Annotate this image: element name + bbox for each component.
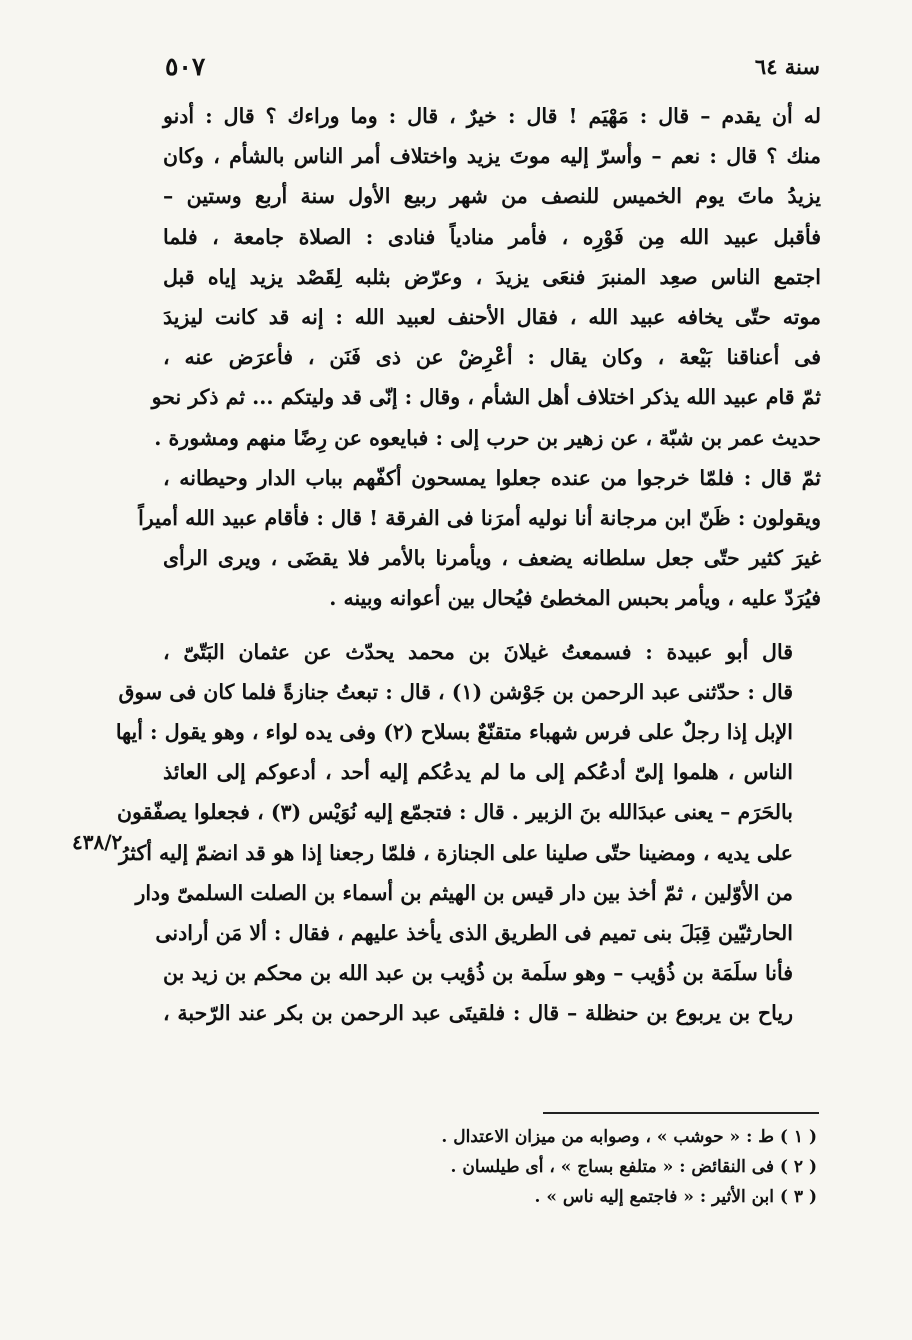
footnote-3: ( ٣ ) ابن الأثير : « فاجتمع إليه ناس » . xyxy=(534,1187,817,1207)
text-line: ويقولون : ظَنّ ابن مرجانة أنا نوليه أمرَنا فى الفرقة ! قال : فأقام عبيد الله أميراً xyxy=(138,506,821,531)
text-line: الناس ، هلموا إلىّ أدعُكم إلى ما لم يدعُكم إليه أحد ، أدعوكم إلى العائذ xyxy=(163,760,793,785)
text-line: على يديه ، ومضينا حتّى صلينا على الجنازة ، فلمّا رجعنا إذا هو قد انضمّ إليه أكثرُ xyxy=(118,840,793,865)
page-number: ٥٠٧ xyxy=(165,52,206,81)
text-line: فأنا سلَمَة بن ذُؤيب – وهو سلَمة بن ذُؤيب بن عبد الله بن محكم بن زيد بن xyxy=(163,961,793,986)
text-line: من الأوّلين ، ثمّ أخذ بين دار قيس بن الهيثم بن أسماء بن الصلت السلمىّ ودار xyxy=(135,880,793,905)
text-line: له أن يقدم – قال : مَهْيَم ! قال : خيرٌ ، قال : وما وراءك ؟ قال : أدنو xyxy=(163,104,821,128)
text-line: بالحَرَم – يعنى عبدَالله بنَ الزبير . قال : فتجمّع إليه نُوَيْس (٣) ، فجعلوا يصفّقون xyxy=(116,800,793,825)
text-line: الحارثيّين قِبَلَ بنى تميم فى الطريق الذى يأخذ عليهم ، فقال : ألا مَن أرادنى xyxy=(155,921,793,946)
text-line: ثمّ قال : فلمّا خرجوا من عنده جعلوا يمسحون أكفّهم بباب الدار وحيطانه ، xyxy=(163,465,821,490)
footnote-divider xyxy=(543,1112,819,1114)
text-line: منك ؟ قال : نعم – وأسرّ إليه موتَ يزيد واختلاف أمر الناس بالشأم ، وكان xyxy=(163,144,821,169)
text-line: فى أعناقنا بَيْعة ، وكان يقال : أعْرِضْ عن ذى فَنَن ، فأعرَض عنه ، xyxy=(163,345,821,370)
text-line: اجتمع الناس صعِد المنبرَ فنعَى يزيدَ ، وعرّض بثلبه لِقَصْد يزيد إياه قبل xyxy=(163,264,821,289)
text-line: يزيدُ ماتَ يوم الخميس للنصف من شهر ربيع الأول سنة أربع وستين – xyxy=(163,184,821,209)
text-line: حديث عمر بن شبّة ، عن زهير بن حرب إلى : فبايعوه عن رِضًا منهم ومشورة . xyxy=(154,425,821,450)
paragraph-2 xyxy=(115,632,821,1034)
text-line: فأقبل عبيد الله مِن فَوْرِه ، فأمر منادياً فنادى : الصلاة جامعة ، فلما xyxy=(163,224,821,249)
text-line: غيرَ كثير حتّى جعل سلطانه يضعف ، ويأمرنا بالأمر فلا يقضَى ، ويرى الرأى xyxy=(163,546,821,571)
paragraph-1 xyxy=(138,96,821,619)
text-line: رياح بن يربوع بن حنظلة – قال : فلقيتَى عبد الرحمن بن بكر عند الرّحبة ، xyxy=(163,1001,793,1026)
footnote-1: ( ١ ) ط : « حوشب » ، وصوابه من ميزان الاعتدال . xyxy=(441,1127,817,1147)
page-header xyxy=(165,52,820,86)
main-text xyxy=(115,96,821,1034)
footnote-2: ( ٢ ) فى النقائض : « متلفع بساج » ، أى طيلسان . xyxy=(450,1157,817,1177)
text-line: الإبل إذا رجلٌ على فرس شهباء متقنّعٌ بسلاح (٢) وفى يده لواء ، وهو يقول : أيها xyxy=(115,720,793,745)
footnotes xyxy=(297,1122,817,1212)
running-head: سنة ٦٤ xyxy=(754,54,820,79)
text-line: فيُرَدّ عليه ، ويأمر بحبس المخطئ فيُحال بين أعوانه وبينه . xyxy=(329,586,821,611)
text-line: قال : حدّثنى عبد الرحمن بن جَوْشن (١) ، قال : تبعتُ جنازةً فلما كان فى سوق xyxy=(118,679,793,704)
text-line: ثمّ قام عبيد الله يذكر اختلاف أهل الشأم ، وقال : إنّى قد وليتكم ... ثم ذكر نحو xyxy=(151,385,821,410)
margin-reference: ٤٣٨/٢ xyxy=(72,830,123,854)
text-line: موته حتّى يخافه عبيد الله ، فقال الأحنف لعبيد الله : إنه قد كانت ليزيدَ xyxy=(163,305,821,330)
text-line: قال أبو عبيدة : فسمعتُ غيلانَ بن محمد يحدّث عن عثمان البَتّىّ ، xyxy=(163,639,793,664)
